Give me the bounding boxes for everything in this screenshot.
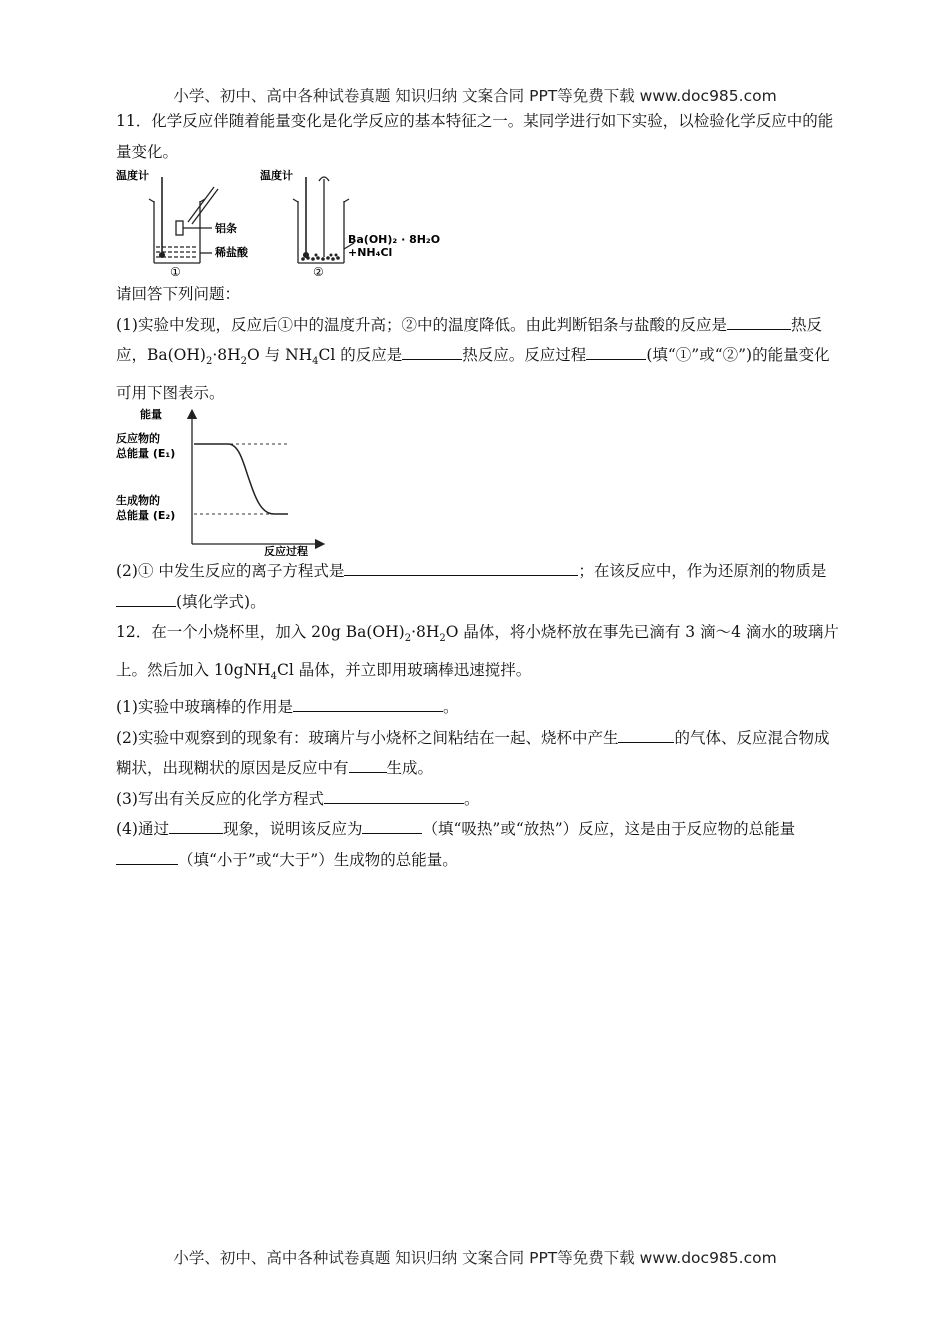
reagent-label-line2: +NH₄Cl [348, 246, 393, 259]
answer-blank[interactable] [727, 311, 791, 330]
energy-diagram [116, 408, 841, 556]
answer-blank[interactable] [324, 785, 464, 804]
answer-blank[interactable] [116, 846, 178, 865]
answer-blank[interactable] [293, 693, 443, 712]
q12-part4: (4)通过 现象，说明该反应为 （填“吸热”或“放热”）反应，这是由于反应物的总能量（填“小于”或“大于”）生成物的总能量。 [116, 814, 841, 875]
answer-blank[interactable] [618, 724, 674, 743]
answer-blank[interactable] [586, 341, 646, 360]
thermometer-label-1: 温度计 [116, 169, 149, 182]
q12-part2: (2)实验中观察到的现象有：玻璃片与小烧杯之间粘结在一起、烧杯中产生 的气体、反应混合物成糊状，出现糊状的原因是反应中有 生成。 [116, 723, 841, 784]
answer-blank[interactable] [344, 557, 578, 576]
answer-blank[interactable] [362, 815, 422, 834]
reactant-label-2: 总能量 (E₁) [116, 447, 176, 461]
figure-label-1: ① [170, 265, 181, 279]
answer-blank[interactable] [116, 588, 176, 607]
dilute-hcl-label: 稀盐酸 [215, 246, 248, 259]
beaker-1 [149, 177, 218, 263]
q12-part3: (3)写出有关反应的化学方程式 。 [116, 784, 841, 815]
figure-label-2: ② [313, 265, 324, 279]
product-label-2: 总能量 (E₂) [116, 509, 176, 523]
q11-part2: (2)① 中发生反应的离子方程式是 ；在该反应中，作为还原剂的物质是(填化学式)。 [116, 556, 841, 617]
al-strip-label: 铝条 [215, 222, 237, 235]
question-content [116, 106, 841, 875]
page-footer: 小学、初中、高中各种试卷真题 知识归纳 文案合同 PPT等免费下载 www.doc985.com [173, 1249, 777, 1267]
experiment-figure [116, 167, 841, 279]
x-axis-label: 反应过程 [264, 545, 308, 557]
q11-prompt: 请回答下列问题： [116, 285, 241, 303]
beaker-2 [293, 177, 354, 263]
reagent-label-line1: Ba(OH)₂ · 8H₂O [348, 233, 441, 246]
answer-blank[interactable] [349, 754, 387, 773]
product-label-1: 生成物的 [116, 494, 160, 508]
q12-part1: (1)实验中玻璃棒的作用是 。 [116, 692, 841, 723]
thermometer-label-2: 温度计 [260, 169, 293, 182]
q12-intro: 12．在一个小烧杯里，加入 20g $Ba(OH)_2\cdot 8H_2O$ 晶体，将小烧杯放在事先已滴有 3 滴～4 滴水的玻璃片上。然后加入 10gNH$_4$Cl 晶体，并立即用玻璃棒迅速搅拌。 [116, 623, 839, 682]
reactant-label-1: 反应物的 [116, 432, 160, 446]
energy-chart [116, 408, 336, 556]
q11-part1: (1)实验中发现，反应后①中的温度升高；②中的温度降低。由此判断铝条与盐酸的反应是 热反应，$Ba(OH)_2\cdot 8H_2O$ 与 $NH_4Cl$ 的反应是 热反应。反应过程 (填“①”或“②”)的能量变化可用下图表示。 [116, 310, 841, 409]
answer-blank[interactable] [402, 341, 462, 360]
page-header: 小学、初中、高中各种试卷真题 知识归纳 文案合同 PPT等免费下载 www.doc985.com [173, 87, 777, 105]
crystal-dots [301, 254, 340, 261]
beaker-diagram [116, 167, 476, 279]
q11-intro: 11．化学反应伴随着能量变化是化学反应的基本特征之一。某同学进行如下实验，以检验化学反应中的能量变化。 [116, 112, 834, 161]
y-axis-label: 能量 [140, 408, 162, 422]
energy-curve [194, 444, 288, 514]
answer-blank[interactable] [169, 815, 223, 834]
